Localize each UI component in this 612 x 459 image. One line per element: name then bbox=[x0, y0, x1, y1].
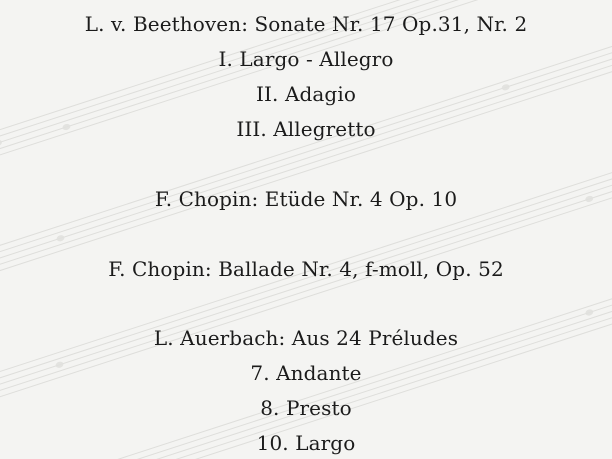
piece-heading-beethoven: L. v. Beethoven: Sonate Nr. 17 Op.31, Nr. 2 bbox=[84, 12, 528, 36]
movement-line: III. Allegretto bbox=[236, 117, 376, 141]
movement-line: I. Largo - Allegro bbox=[218, 47, 394, 71]
piece-heading-chopin-etude: F. Chopin: Etüde Nr. 4 Op. 10 bbox=[154, 187, 458, 211]
movement-line: 8. Presto bbox=[260, 396, 352, 420]
piece-heading-chopin-ballade: F. Chopin: Ballade Nr. 4, f-moll, Op. 52 bbox=[108, 257, 504, 281]
movement-line: II. Adagio bbox=[256, 82, 356, 106]
movement-line: 10. Largo bbox=[256, 431, 356, 455]
piece-heading-auerbach: L. Auerbach: Aus 24 Préludes bbox=[153, 326, 459, 350]
movement-line: 7. Andante bbox=[250, 361, 362, 385]
